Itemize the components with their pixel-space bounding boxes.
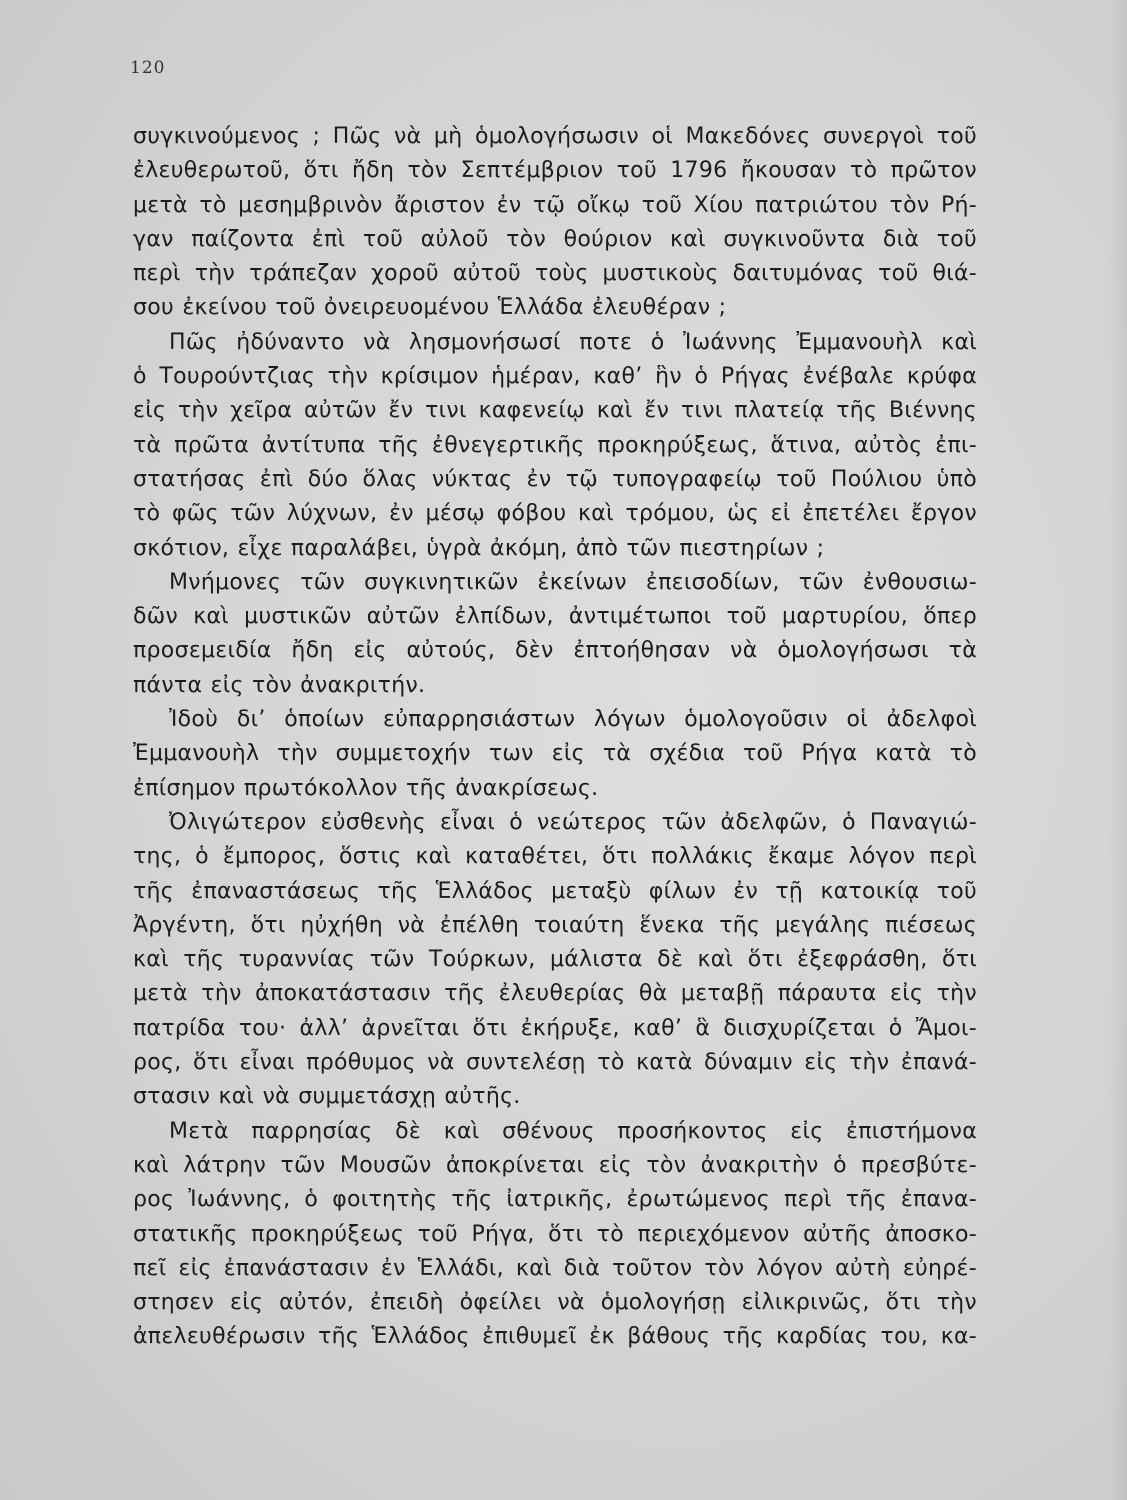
scan-edge-shadow [1109, 0, 1127, 1500]
paragraph [133, 703, 977, 806]
text-line: τῆς ἐπαναστάσεως τῆς Ἑλλάδος μεταξὺ φίλων ἐν τῇ κατοικίᾳ τοῦ [133, 878, 977, 904]
text-line: σου ἐκείνου τοῦ ὀνειρευομένου Ἑλλάδα ἐλευθέραν ; [133, 295, 727, 321]
page-number: 120 [130, 58, 166, 78]
text-line: πεῖ εἰς ἐπανάστασιν ἐν Ἑλλάδι, καὶ διὰ τοῦτον τὸν λόγον αὐτὴ εὐηρέ- [133, 1255, 977, 1281]
text-line: Μετὰ παρρησίας δὲ καὶ σθένους προσήκοντος εἰς ἐπιστήμονα [169, 1118, 977, 1144]
text-line: Μνήμονες τῶν συγκινητικῶν ἐκείνων ἐπεισοδίων, τῶν ἐνθουσιω- [169, 569, 977, 595]
text-line: καὶ λάτρην τῶν Μουσῶν ἀποκρίνεται εἰς τὸν ἀνακριτὴν ὁ πρεσβύτε- [133, 1152, 977, 1178]
paragraph [133, 1115, 977, 1355]
text-line: πάντα εἰς τὸν ἀνακριτήν. [133, 672, 426, 698]
text-line: πατρίδα του· ἀλλ’ ἀρνεῖται ὅτι ἐκήρυξε, καθ’ ἃ διισχυρίζεται ὁ Ἄμοι- [133, 1015, 977, 1041]
paragraph [133, 326, 977, 566]
text-line: Ἀργέντη, ὅτι ηὐχήθη νὰ ἐπέλθη τοιαύτη ἕνεκα τῆς μεγάλης πιέσεως [133, 912, 977, 938]
text-line: ἐπίσημον πρωτόκολλον τῆς ἀνακρίσεως. [133, 775, 599, 801]
paragraph [133, 566, 977, 703]
text-line: καὶ τῆς τυραννίας τῶν Τούρκων, μάλιστα δὲ καὶ ὅτι ἐξεφράσθη, ὅτι [133, 947, 977, 973]
text-line: γαν παίζοντα ἐπὶ τοῦ αὐλοῦ τὸν θούριον καὶ συγκινοῦντα διὰ τοῦ [133, 226, 977, 252]
text-line: προσεμειδία ἤδη εἰς αὐτούς, δὲν ἐπτοήθησαν νὰ ὁμολογήσωσι τὰ [133, 638, 977, 664]
text-line: μετὰ τὴν ἀποκατάστασιν τῆς ἐλευθερίας θὰ μεταβῇ πάραυτα εἰς τὴν [133, 981, 977, 1007]
text-line: μετὰ τὸ μεσημβρινὸν ἄριστον ἐν τῷ οἴκῳ τοῦ Χίου πατριώτου τὸν Ρή- [133, 192, 977, 218]
paragraph [133, 806, 977, 1115]
text-line: στατήσας ἐπὶ δύο ὅλας νύκτας ἐν τῷ τυπογραφείῳ τοῦ Πούλιου ὑπὸ [133, 466, 977, 492]
text-line: περὶ τὴν τράπεζαν χοροῦ αὐτοῦ τοὺς μυστικοὺς δαιτυμόνας τοῦ θιά- [133, 261, 977, 287]
text-line: Ὀλιγώτερον εὐσθενὴς εἶναι ὁ νεώτερος τῶν ἀδελφῶν, ὁ Παναγιώ- [169, 809, 977, 835]
text-line: δῶν καὶ μυστικῶν αὐτῶν ἐλπίδων, ἀντιμέτωποι τοῦ μαρτυρίου, ὅπερ [133, 604, 977, 630]
text-line: ἐλευθερωτοῦ, ὅτι ἤδη τὸν Σεπτέμβριον τοῦ 1796 ἤκουσαν τὸ πρῶτον [133, 158, 977, 184]
text-line: Πῶς ἠδύναντο νὰ λησμονήσωσί ποτε ὁ Ἰωάννης Ἐμμανουὴλ καὶ [169, 329, 977, 355]
text-line: της, ὁ ἔμπορος, ὅστις καὶ καταθέτει, ὅτι πολλάκις ἔκαμε λόγον περὶ [133, 844, 977, 870]
text-line: εἰς τὴν χεῖρα αὐτῶν ἔν τινι καφενείῳ καὶ ἔν τινι πλατείᾳ τῆς Βιέννης [133, 398, 977, 424]
text-line: σκότιον, εἶχε παραλάβει, ὑγρὰ ἀκόμη, ἀπὸ τῶν πιεστηρίων ; [133, 535, 825, 561]
text-line: ὁ Τουρούντζιας τὴν κρίσιμον ἡμέραν, καθ’ ἣν ὁ Ρήγας ἐνέβαλε κρύφα [133, 364, 977, 390]
text-line: τὸ φῶς τῶν λύχνων, ἐν μέσῳ φόβου καὶ τρόμου, ὡς εἰ ἐπετέλει ἔργον [133, 501, 977, 527]
text-line: ἀπελευθέρωσιν τῆς Ἑλλάδος ἐπιθυμεῖ ἐκ βάθους τῆς καρδίας του, κα- [133, 1324, 977, 1350]
body-text [133, 120, 977, 1355]
text-line: Ἰδοὺ δι’ ὁποίων εὐπαρρησιάστων λόγων ὁμολογοῦσιν οἱ ἀδελφοὶ [169, 707, 977, 733]
text-line: ρος Ἰωάννης, ὁ φοιτητὴς τῆς ἰατρικῆς, ἐρωτώμενος περὶ τῆς ἐπανα- [133, 1187, 977, 1213]
text-line: στατικῆς προκηρύξεως τοῦ Ρήγα, ὅτι τὸ περιεχόμενον αὐτῆς ἀποσκο- [133, 1221, 977, 1247]
paragraph [133, 120, 977, 326]
text-line: στασιν καὶ νὰ συμμετάσχῃ αὐτῆς. [133, 1084, 521, 1110]
text-line: συγκινούμενος ; Πῶς νὰ μὴ ὁμολογήσωσιν οἱ Μακεδόνες συνεργοὶ τοῦ [133, 124, 977, 149]
text-line: στησεν εἰς αὐτόν, ἐπειδὴ ὀφείλει νὰ ὁμολογήσῃ εἰλικρινῶς, ὅτι τὴν [133, 1290, 977, 1316]
text-line: ρος, ὅτι εἶναι πρόθυμος νὰ συντελέσῃ τὸ κατὰ δύναμιν εἰς τὴν ἐπανά- [133, 1050, 977, 1076]
text-line: Ἐμμανουὴλ τὴν συμμετοχήν των εἰς τὰ σχέδια τοῦ Ρήγα κατὰ τὸ [133, 741, 977, 767]
text-line: τὰ πρῶτα ἀντίτυπα τῆς ἐθνεγερτικῆς προκηρύξεως, ἅτινα, αὐτὸς ἐπι- [133, 432, 977, 458]
